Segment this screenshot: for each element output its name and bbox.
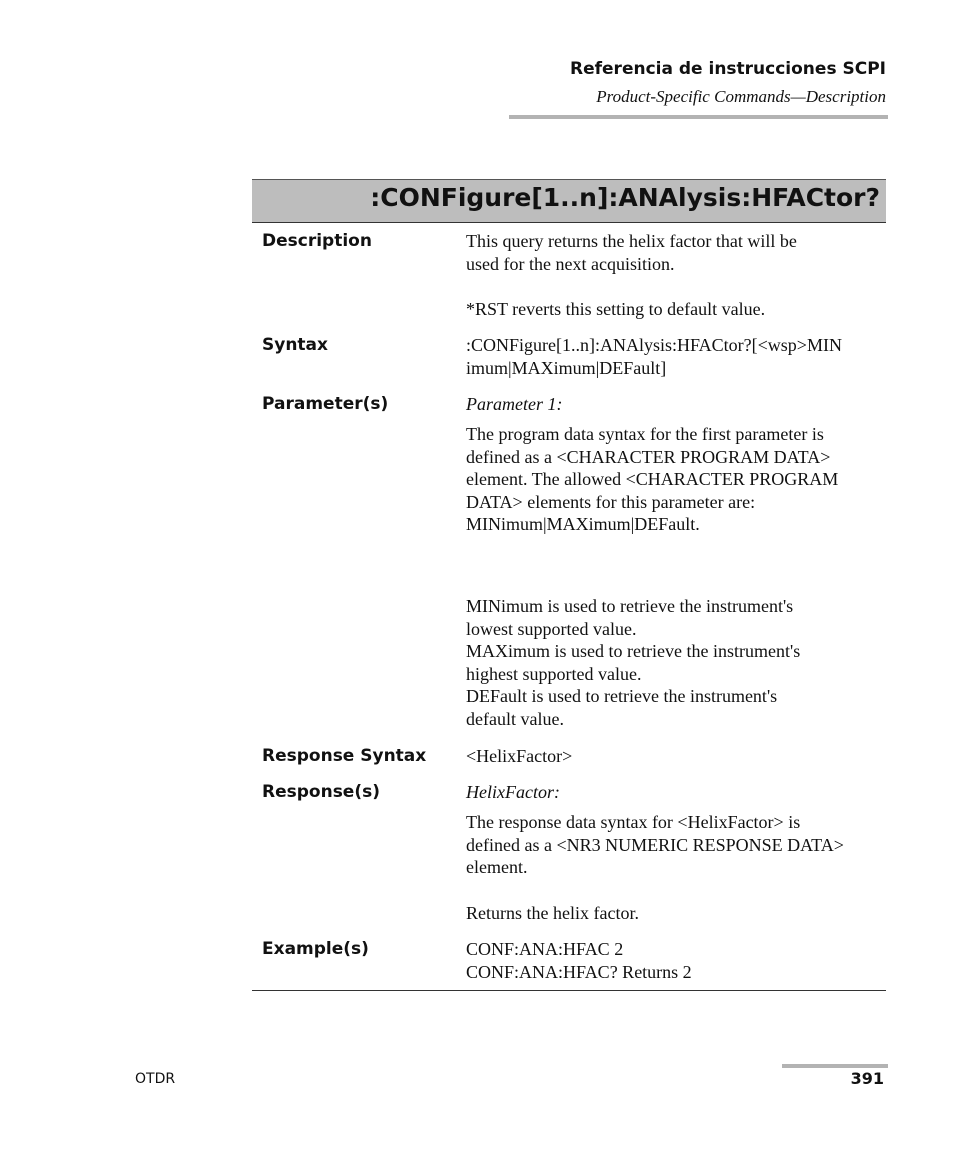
text-line: CONF:ANA:HFAC 2 [466, 939, 624, 959]
text-line: element. The allowed <CHARACTER PROGRAM [466, 469, 839, 490]
text-line: DEFault is used to retrieve the instrument's [466, 686, 778, 707]
responses-label: Response(s) [262, 782, 380, 802]
response-syntax-value [466, 745, 886, 768]
examples-text [466, 938, 886, 983]
footer-rule [782, 1064, 888, 1068]
examples-label: Example(s) [262, 939, 369, 959]
page-number: 391 [850, 1069, 884, 1088]
parameters-label: Parameter(s) [262, 394, 389, 414]
running-header-subtitle: Product-Specific Commands—Description [596, 87, 886, 106]
response-description [466, 811, 886, 879]
text-line: element. [466, 857, 528, 878]
parameter-details [466, 595, 886, 731]
running-header-title: Referencia de instrucciones SCPI [570, 59, 886, 79]
text-line: defined as a <NR3 NUMERIC RESPONSE DATA> [466, 834, 844, 855]
text-line: imum|MAXimum|DEFault] [466, 357, 667, 378]
text-line: The program data syntax for the first parameter is [466, 424, 824, 444]
text-line: HelixFactor: [466, 782, 560, 802]
response-note [466, 902, 886, 925]
text-line: DATA> elements for this parameter are: [466, 491, 756, 512]
text-line: defined as a <CHARACTER PROGRAM DATA> [466, 446, 831, 467]
parameter-description [466, 423, 886, 536]
text-line: MAXimum is used to retrieve the instrument's [466, 641, 801, 662]
text-line: Parameter 1: [466, 394, 563, 414]
text-line: used for the next acquisition. [466, 253, 675, 274]
text-line: MINimum is used to retrieve the instrument's [466, 596, 794, 616]
text-line: *RST reverts this setting to default value. [466, 299, 766, 319]
description-note [466, 298, 886, 321]
table-bottom-rule [252, 990, 886, 991]
parameter-heading [466, 393, 886, 416]
text-line: The response data syntax for <HelixFactor> is [466, 812, 801, 832]
text-line: default value. [466, 708, 564, 729]
text-line: MINimum|MAXimum|DEFault. [466, 514, 700, 535]
text-line: lowest supported value. [466, 618, 637, 639]
text-line: This query returns the helix factor that will be [466, 231, 797, 251]
header-rule [509, 115, 888, 119]
text-line: :CONFigure[1..n]:ANAlysis:HFACtor?[<wsp>MIN [466, 335, 842, 355]
response-heading [466, 781, 886, 804]
text-line: CONF:ANA:HFAC? Returns 2 [466, 961, 692, 982]
text-line: Returns the helix factor. [466, 903, 639, 923]
description-label: Description [262, 231, 372, 251]
text-line: <HelixFactor> [466, 746, 573, 766]
command-title-band [252, 179, 886, 223]
text-line: highest supported value. [466, 663, 642, 684]
footer-product: OTDR [135, 1071, 176, 1087]
response-syntax-label: Response Syntax [262, 746, 427, 766]
syntax-text [466, 334, 886, 379]
syntax-label: Syntax [262, 335, 328, 355]
description-text [466, 230, 886, 275]
command-title: :CONFigure[1..n]:ANAlysis:HFACtor? [370, 183, 880, 212]
